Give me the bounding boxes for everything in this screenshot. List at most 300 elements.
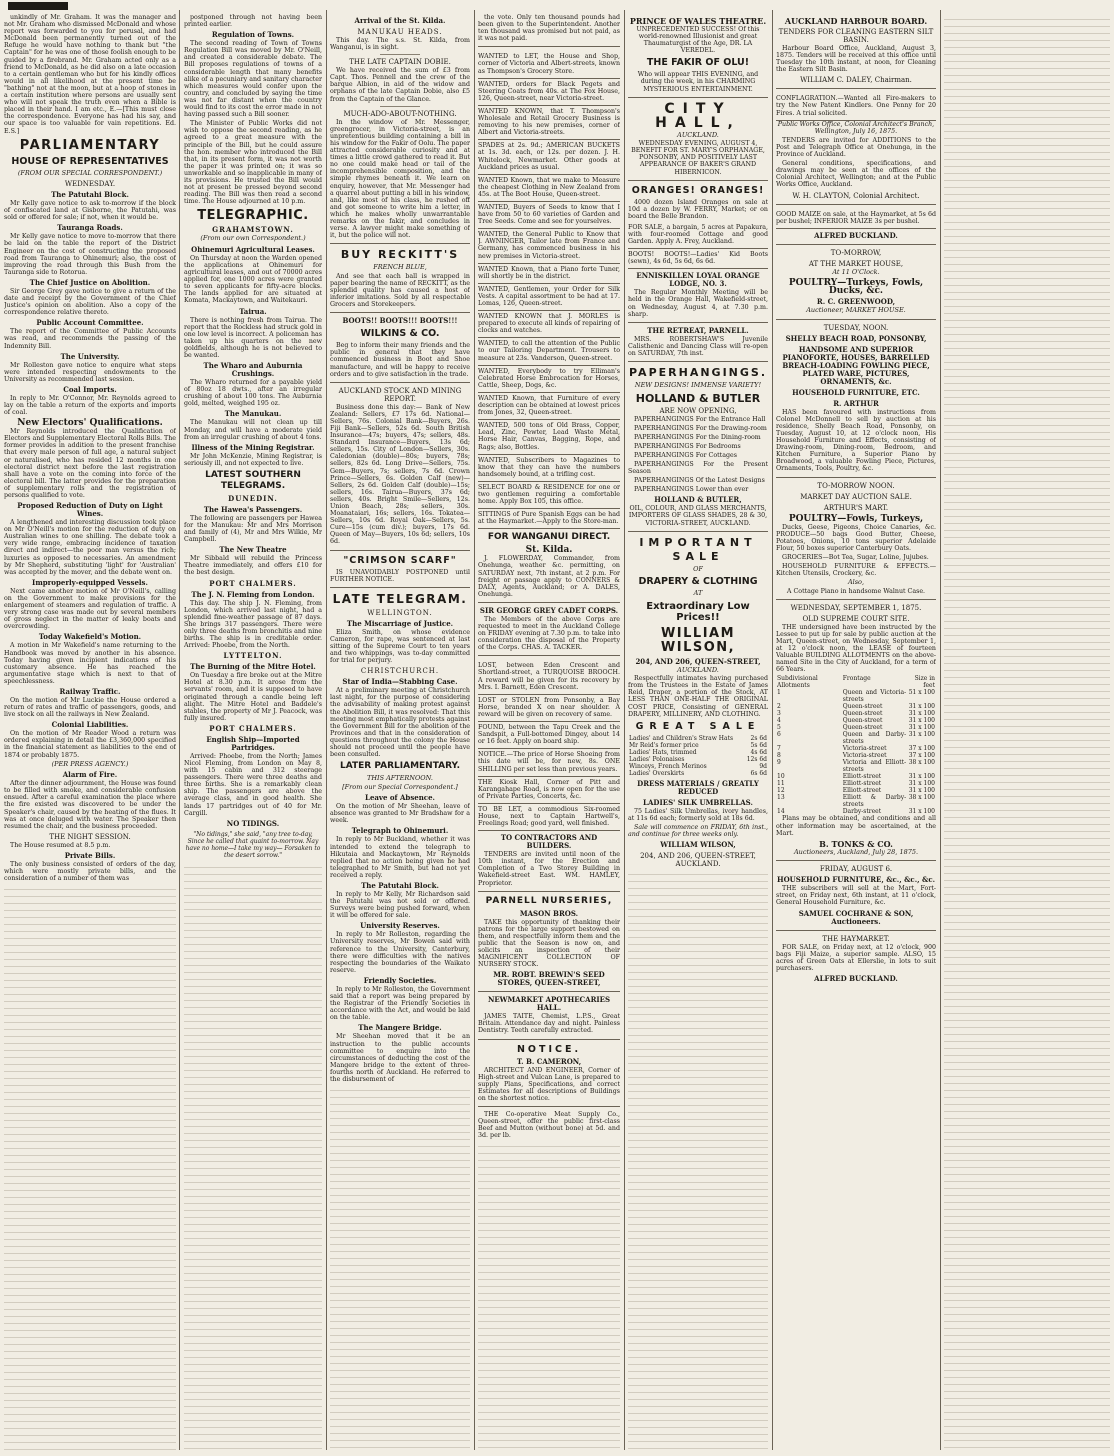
article-text: Mr Kelly gave notice to ask to-morrow if the block of confiscated land at Gisborne, the Patutahi, was sold or offered for sale; if not, when it would be. (4, 200, 176, 222)
article-text: In reply to Mr. O'Connor, Mr. Reynolds agreed to lay on the table a return of the exports and imports of coal. (4, 394, 176, 417)
ad-signature: R. ARTHUR (833, 398, 879, 408)
article-text: In reply to Mr Buckland, whether it was intended to extend the telegraph to Hikutaia and Mackaytown, Mr Reynolds replied that no action being given he had telegraphed to Mr Smith, but had not yet received a reply. (330, 836, 470, 879)
article-heading: The Burning of the Mitre Hotel. (190, 662, 316, 672)
column-1 (4, 14, 176, 1450)
header-cell: Size in feet (914, 675, 935, 690)
paper-list (628, 416, 768, 494)
table-row (776, 759, 936, 773)
ad-heading: TUESDAY, NOON. (823, 323, 889, 332)
article-text: In reply to Mr Kelly, Mr Richardson said the Patutahi was not sold or offered. Surveys were being pushed forward, when it will be offered for sale. (330, 891, 470, 920)
classified-ad (478, 264, 620, 284)
article-text: postponed through not having been printed earlier. (184, 14, 322, 29)
ad-text: Respectfully intimates having purchased from the Trustees in the Estate of James Reid, Draper, a portion of the Stock, AT LESS THAN ONE-HALF THE ORIGINAL COST PRICE, Consisting of GENERAL DRAPERY, MILLINERY, AND CLOTHING. (628, 675, 768, 718)
ad-heading: CITY HALL, (655, 100, 741, 131)
article-heading: Telegraph to Ohinemuri. (351, 826, 449, 836)
price-table (628, 735, 768, 777)
ad-heading: TO-MORROW NOON. (817, 481, 895, 490)
ad-text: NOTICE.—The price of Horse Shoeing from this date will be, for new, 8s. ONE SHILLING per set less than previous years. (478, 751, 620, 773)
ad-heading: WEDNESDAY, SEPTEMBER 1, 1875. (790, 603, 922, 612)
article-heading: The Mangere Bridge. (358, 1023, 442, 1033)
ad-heading: HOLLAND & BUTLER, (654, 495, 742, 505)
classified-ad (628, 222, 768, 249)
ad-signature: SAMUEL COCHRANE & SON, Auctioneers. (798, 908, 914, 926)
column-7-edge (944, 14, 1110, 1450)
table-cell: 2 (777, 703, 781, 711)
table-row (628, 756, 768, 763)
table-cell: 9 (777, 759, 781, 767)
classified-ad (478, 79, 620, 106)
ad-text: WANTED, Gentlemen, your Order for Silk Vests. A capital assortment to be had at 17. Lomas, 126, Queen-street. (478, 285, 620, 307)
ad-text: A Cottage Piano in handsome Walnut Case. (786, 587, 926, 595)
house-heading: HOUSE OF REPRESENTATIVES (11, 155, 169, 167)
classified-ad (478, 311, 620, 338)
correspondent-line: [From our Special Correspondent.] (342, 782, 458, 791)
ad-subheading: SHELLY BEACH ROAD, PONSONBY, (785, 333, 927, 343)
article-text: Arrived: Phoebe, from the North; James Nicol Fleming, from London on May 8, with 15 cabin and 312 steerage passengers. There were three deaths and three births. She is a remarkably clean ship. The passengers are above the average class, and in good health. She lands 17 partridges out of 40 for Mr. Cargill. (184, 752, 322, 817)
article-heading: The Patutahi Block. (361, 881, 439, 890)
table-cell: 4 (777, 717, 781, 725)
divider (478, 602, 620, 603)
table-cell: 9d (759, 762, 767, 770)
article-text: On the motion of Mr Sheehan, leave of absence was granted to Mr Bradshaw for a week. (330, 803, 470, 825)
ad-text: MRS. ROBERTSHAW'S Juvenile Calisthenic and Dancing Class will re-open on SATURDAY, 7th inst. (628, 335, 768, 357)
ad-text: TAKE this opportunity of thanking their patrons for the large support bestowed on them, and respectfully inform them and the public that the Season is now on, and solicits an inspection of their MAGNIFICENT COLLECTION OF NURSERY STOCK. (478, 918, 620, 969)
ad-heading: NEWMARKET APOTHECARIES HALL. (487, 995, 611, 1013)
list-item: PAPERHANGINGS For Bedrooms (634, 442, 741, 450)
classified-ad (478, 777, 620, 804)
classified-ad (478, 420, 620, 454)
table-cell: 11 (777, 780, 785, 788)
header-cell: Subdivisional Allotments (777, 675, 818, 690)
article-heading: Leave of Absence. (365, 793, 435, 803)
ad-heading: FRIDAY, AUGUST 6. (819, 865, 893, 874)
table-cell: 14 (777, 808, 785, 816)
letter-text: unkindly of Mr. Graham. It was the manager and not Mr. Graham who dismissed McDonald and whose report was forwarded to you for perusal, and had McDonald been permanently turned out of the Refuge he would have nothing to thank but "the Captain" for he was one of those foolish enough to be guided by a firebrand. Mr. Graham acted only as a friend to McDonald, as he did also on a late occasion to a certain gentleman who but for his kindly offices would in all likelihood at the present time be "bathing" not at the moon, but at a hoop of stones in a certain institution where persons are usually sent who will not speak the truth even when a Bible is placed in their hand. I am etc., E.—[This must close the correspondence. Everyone has had his say, and our space is too valuable for vain repetitions. Ed. E.S.] (4, 14, 176, 135)
ad-heading: WILKINS & CO. (360, 328, 440, 340)
table-cell: 5 (777, 724, 781, 732)
table-cell: Elliott-street (842, 787, 882, 795)
classified-ad (478, 393, 620, 420)
article-text: Mr John McKenzie, Mining Registrar, is seriously ill, and not expected to live. (184, 452, 322, 467)
place-heading: PORT CHALMERS. (209, 578, 297, 588)
table-cell: Elliott-street (842, 780, 882, 788)
article-text: There is nothing fresh from Tairua. The report that the Rockless had struck gold in one low level is incorrect. A policeman has taken up his quarters on the new goldfields, although he is not believed to be wanted. (184, 316, 322, 359)
ad-heading: AUCKLAND HARBOUR BOARD. (784, 16, 928, 26)
divider (776, 244, 936, 245)
place-heading: CHRISTCHURCH. (360, 667, 440, 676)
ad-text: Beg to inform their many friends and the public in general that they have commenced business in Boot and Shoe manufacture, and will be happy to receive orders and to give satisfaction in the trade. (330, 342, 470, 378)
article-heading: Improperly-equipped Vessels. (32, 577, 148, 587)
classified-ad (478, 175, 620, 202)
article-text: Sir George Grey gave notice to give a return of the date and receipt by the Government of the Chief Justice's opinion on abolition. Also a copy of the correspondence relative thereto. (4, 287, 176, 317)
ad-text: SITTINGS of Pure Spanish Eggs can be had at the Haymarket.—Apply to the Store-man. (478, 511, 620, 526)
classified-ad (478, 284, 620, 311)
correspondent-line: (From our own Correspondent.) (200, 234, 306, 243)
ad-text: UNPRECEDENTED SUCCESS! Of this world-renowned Illusionist and great Thaumaturgist of the Age, DR. LA VEREDEL. (636, 26, 760, 55)
continued-text (184, 862, 322, 1450)
table-cell: Winceys, French Merinos (629, 762, 707, 770)
ad-signature: B. TONKS & CO. (819, 838, 893, 849)
classified-ad (478, 660, 620, 694)
article-heading: Proposed Reduction of Duty on Light Wines. (17, 501, 163, 519)
ad-subheading: AUCKLAND. (677, 665, 719, 674)
ad-heading: GREAT SALE (635, 720, 761, 732)
article-heading: Regulation of Towns. (211, 30, 295, 40)
list-item: PAPERHANGINGS For Cottages (634, 451, 737, 459)
article-text: On the motion of Mr Luckie the House ordered a return of rates and traffic of passengers, goods, and live stock on all the railways in New Zealand. (4, 696, 176, 719)
article-heading: AUCKLAND STOCK AND MINING REPORT. (338, 386, 462, 403)
ad-signature: R. C. GREENWOOD, (816, 297, 896, 307)
divider (628, 361, 768, 362)
ad-text: 75 Ladies' Silk Umbrellas, ivory handles, at 11s 6d each; formerly sold at 18s 6d. (628, 807, 768, 822)
ad-text: HAS been favoured with instructions from Colonel McDonnell to sell by auction at his residence, Shelly Beach Road, Ponsonby, on Tuesday, August 10, at 12 o'clock noon, His Household Furniture and Effects, consisting of Drawing-room, Dining-room, Bedroom, and Kitchen Furniture, a Superior Piano by Broadwood, a valuable Fowling Piece, Pictures, Ornaments, Tools, Poultry, &c. (776, 408, 936, 473)
ad-text: IS UNAVOIDABLY POSTPONED until FURTHER NOTICE. (330, 568, 470, 583)
article-text: Business done this day:— Bank of New Zealand: Sellers, £7 17s 6d. National—Sellers, 76s. Colonial Bank—Buyers, 26s. Fiji Bank—Sellers, 52s 6d. South British Insurance—47s; buyers, 47s; sellers, 48s. Standard Insurance—Buyers, 13s 6d; sellers, 15s. City of London—Sellers, 30s. Caledonian (double)—80s; buyers, 78s; sellers, 82s 6d. Long Drive—Sellers, 75s. Gem—Buyers, 7s; sellers, 7s 6d. Crown Prince—Sellers, 6s. Golden Calf (new)—Sellers, 2s 6d. Golden Calf (double)—15s; sellers, 16s. Tairua—Buyers, 37s 6d; sellers, 40s. Bright Smile—Sellers, 12s. Union Beach, 28s; sellers, 30s. Moanataiari, 16s; sellers, 16s. Tokatea—Sellers, 10s 6d. Royal Oak—Sellers, 5s. Cure—15s (cum div.); buyers, 17s 6d. Queen of May—Buyers, 10s 6d; sellers, 10s 6d. (330, 403, 470, 546)
article-text: Eliza Smith, on whose evidence Cameron, for rape, was sentenced at last sitting of the Supreme Court to ten years and two whippings, was to-day committed for trial for perjury. (330, 628, 470, 665)
agency-line: (PER PRESS AGENCY.) (51, 759, 129, 768)
place-heading: DUNEDIN. (228, 493, 278, 503)
table-row (776, 710, 936, 717)
ad-subheading: TENDERS FOR CLEANING EASTERN SILT BASIN. (778, 28, 934, 44)
classified-ad (478, 140, 620, 174)
ship-name: St. Kilda. (525, 545, 573, 556)
ad-text: WANTED, to call the attention of the Public to our Tailoring Department. Trousers to measure at 23s. Vanderson, Queen-street. (478, 340, 620, 362)
ad-subheading: Auctioneer, MARKET HOUSE. (806, 306, 906, 315)
article-heading: Railway Traffic. (59, 686, 121, 696)
ad-text: LOST, between Eden Crescent and Shortland-street, a TURQUOISE BROOCH. A reward will be given for its recovery by Mrs. I. Barnett, Eden Crescent. (478, 662, 620, 691)
table-cell: 5s 6d (750, 741, 767, 749)
divider (628, 322, 768, 323)
list-item: PAPERHANGINGS For the Present Season (628, 461, 768, 476)
ad-text: The Regular Monthly Meeting will be held in the Orange Hall, Wakefield-street, on Wednesday, August 4, at 7.30 p.m. sharp. (628, 289, 768, 318)
table-row (776, 745, 936, 752)
table-cell: Victoria-street (842, 752, 887, 760)
ad-signature: WILLIAM C. DALEY, Chairman. (800, 76, 912, 85)
divider (478, 655, 620, 656)
classified-ad (478, 509, 620, 529)
column-5 (628, 14, 768, 1450)
table-cell: 31 x 100 (908, 787, 935, 795)
article-text: Next came another motion of Mr O'Neill's, calling on the Government to make provisions for the enlargement of steamers and regulation of traffic. A very strong case was made out by several members of gross neglect in the matter of leaky boats and overcrowding. (4, 587, 176, 631)
ad-text: THE subscribers will sell at the Mart, Fort-street, on Friday next, 6th instant, at 11 o'clock, General Household Furniture, &c. (776, 885, 936, 907)
ad-heading: NOTICE. (516, 1043, 582, 1055)
table-cell: 6 (777, 731, 781, 739)
ad-text: THE undersigned have been instructed by the Lessee to put up for sale by public auction at the Mart, Queen-street, on Wednesday, September 1, at 12 o'clock noon, the LEASE of fourteen Valuable BUILDING ALLOTMENTS on the above-named Site in the City of Auckland, for a term of 66 Years. (776, 623, 936, 674)
ad-heading: MR. ROBT. BREWIN'S SEED STORES, QUEEN-STREET, (493, 970, 605, 988)
table-cell: 8 (777, 752, 781, 760)
ad-subheading: OLD SUPREME COURT SITE. (802, 614, 910, 623)
ad-text: SPADES at 2s. 9d.; AMERICAN BUCKETS at 1s. 3d. each, or 12s. per dozen. J. H. Whitelock, Newmarket. Other goods at Auckland prices as usual. (478, 142, 620, 171)
article-heading: Coal Imports. (63, 384, 117, 394)
article-heading: MUCH-ADO-ABOUT-NOTHING. (343, 109, 457, 118)
table-cell: 31 x 100 (908, 731, 935, 739)
article-heading: The Hawea's Passengers. (203, 504, 303, 514)
table-row (776, 703, 936, 710)
ad-subheading: ARTHUR'S MART. (823, 503, 889, 512)
classified-ad (478, 51, 620, 78)
ad-subheading: MASON BROS. (519, 908, 579, 918)
table-cell: 31 x 100 (908, 780, 935, 788)
article-heading: Friendly Societies. (363, 975, 437, 985)
classified-ad (776, 93, 936, 120)
ad-heading: TO CONTRACTORS AND BUILDERS. (500, 833, 598, 851)
ad-signature: ALFRED BUCKLAND. (814, 230, 898, 240)
ad-heading: WILLIAM WILSON, (660, 840, 736, 850)
article-heading: Alarm of Fire. (62, 770, 118, 780)
table-cell: 51 x 100 (908, 689, 935, 697)
ad-text: J. FLOWERDAY, Commander, from Onehunga, weather &c. permitting, on SATURDAY next, 7th instant, at 2 p.m. For freight or passage apply to CONNERS & DALY, Agents, Auckland; or A. DALES, Onehunga. (478, 555, 620, 598)
table-cell: 31 x 100 (908, 773, 935, 781)
continued-text (4, 884, 176, 1450)
ad-text: WANTED, orders for Black Pegets and Steering Coats from 40s. at The Fox House, 126, Queen-street, near Victoria-street. (478, 80, 620, 102)
ad-heading: DRAPERY & CLOTHING (638, 576, 758, 588)
table-cell: Queen and Darby-streets (842, 731, 907, 746)
classified-ad (478, 338, 620, 365)
ad-text: CONFLAGRATION.—Wanted all Fire-makers to try the New Patent Kindlers. One Penny for 20 Fires. A trial solicited. (776, 95, 936, 117)
divider (628, 531, 768, 532)
divider (776, 88, 936, 89)
article-text: We have received the sum of £3 from Capt. Thos. Pennell and the crew of the barque Albion, in aid of the widow and orphans of the late Captain Dobie, also £5 from the Captain of the Glance. (330, 67, 470, 103)
article-text: The Minister of Public Works did not wish to oppose the second reading, as he agreed to a great measure with the principle of the Bill, but he could assure the hon. member who introduced the Bill that, in its present form, it was not worth the paper it was printed on; it was so unworkable and so inapplicable in many of its provisions. He trusted the Bill would not at present be pressed beyond second reading. The Bill was then read a second time. The House adjourned at 10 p.m. (184, 120, 322, 206)
late-telegram-heading: LATE TELEGRAM. (332, 591, 468, 606)
ad-text: General conditions, specifications, and drawings may be seen at the offices of the Colonial Architect, Wellington; and at the Public Works Office, Auckland. (776, 160, 936, 189)
ad-text: WANTED Known, that we make to Measure the cheapest Clothing in New Zealand from 45s. at The Boot House, Queen-street. (478, 176, 620, 198)
ad-subheading: NEW DESIGNS! IMMENSE VARIETY! (634, 381, 762, 390)
poem-text: "No tidings," she said, "any tree to-day, Since he called that quaint to-morrow. Nay have no home—I take my way— Forsaken to the desert sorrow." (185, 830, 321, 859)
classified-ad (478, 202, 620, 229)
divider (478, 1106, 620, 1107)
ad-text: WANTED, Everybody to try Elliman's Celebrated Horse Embrocation for Horses, Cattle, Sheep, Dogs, &c. (478, 367, 620, 389)
table-row (628, 742, 768, 749)
header-cell: Frontage (842, 675, 871, 683)
ad-signature: W. H. CLAYTON, Colonial Architect. (792, 191, 920, 200)
divider (330, 550, 470, 551)
ad-heading: BOOTS!! BOOTS!!! BOOTS!!! (342, 316, 458, 326)
article-text: The Wharo returned for a payable yield of 80oz 18 dwts., after an irregular crushing of about 100 tons. The Auburnia gold, melted, weighed 195 oz. (184, 379, 322, 408)
table-row (628, 749, 768, 756)
article-heading: New Electors' Qualifications. (17, 418, 163, 429)
article-heading: THE LATE CAPTAIN DOBIE. (349, 58, 451, 67)
ad-heading: THE HAYMARKET. (822, 934, 890, 943)
table-row (776, 808, 936, 815)
ad-signature: ALFRED BUCKLAND. (814, 973, 898, 983)
ad-text: TENDERS are invited for ADDITIONS to the Post and Telegraph Office at Onehunga, in the Province of Auckland. (776, 136, 936, 159)
column-3 (330, 14, 470, 1450)
classified-ad (776, 209, 936, 229)
ad-text: HOUSEHOLD FURNITURE & EFFECTS.—Kitchen Utensils, Crockery, &c. (776, 563, 936, 578)
divider (478, 891, 620, 892)
divider (776, 204, 936, 205)
article-heading: THE NIGHT SESSION. (49, 832, 131, 841)
continued-text (330, 1085, 470, 1450)
column-2 (184, 14, 322, 1450)
table-row (776, 794, 936, 808)
article-heading: Private Bills. (64, 850, 116, 860)
ad-heading: HOLLAND & BUTLER (635, 391, 761, 405)
ad-text: WANTED, Subscribers to Magazines to know that they can have the numbers handsomely bound, at a trifling cost. (478, 456, 620, 478)
telegraphic-heading: TELEGRAPHIC. (197, 208, 309, 224)
ad-subheading: Auctioneers, Auckland, July 28, 1875. (793, 847, 919, 856)
column-rule (624, 10, 625, 1450)
article-text: After the dinner adjournment, the House was found to be filled with smoke, and considerable confusion ensued. After a careful examination the place where the fire existed was discovered to be under the Speaker's chair, caused by the heating of the flues. It was at once deluged with water. The Speaker then resumed the chair, and the business proceeded. (4, 780, 176, 830)
ad-heading: PRINCE OF WALES THEATRE. (629, 16, 767, 26)
ad-text: 4000 dozen Island Oranges on sale at 10d a dozen by W. FERRY, Market; or on board the Belle Brandon. (628, 198, 768, 220)
ad-heading: POULTRY—Fowls, Turkeys, (788, 513, 924, 524)
table-row (776, 752, 936, 759)
ad-heading: POULTRY—Turkeys, Fowls, Ducks, &c. (788, 278, 924, 297)
ad-text: WANTED, 500 tons of Old Brass, Copper, Lead, Zinc, Pewter, Lead Waste Metal, Horse Hair, Canvas, Bagging, Rope, and Rags; also, Bottles. (478, 422, 620, 451)
table-cell: Mr Reid's former price (629, 741, 699, 749)
table-cell: 1 (777, 689, 781, 697)
divider (776, 599, 936, 600)
ad-heading: HANDSOME AND SUPERIOR PIANOFORTE, HOUSES, BARRELLED BREACH-LOADING FOWLING PIECE, PLATED WARE, PICTURES, ORNAMENTS, &c. (782, 344, 930, 386)
article-text: On the motion of Mr Reader Wood a return was ordered explaining in detail the £3,360,000 specified in the financial statement as liabilities to the end of 1874 or probably 1875. (4, 730, 176, 759)
place-heading: LYTTELTON. (223, 651, 283, 661)
table-cell: 31 x 100 (908, 808, 935, 816)
ad-text: WANTED Known, that Furniture of every description can be obtained at lowest prices from Jones, 32, Queen-street. (478, 394, 620, 417)
article-heading: The Chief Justice on Abolition. (29, 277, 151, 287)
divider (330, 587, 470, 588)
table-cell: 4s 6d (750, 748, 767, 756)
poem-title: NO TIDINGS. (226, 818, 280, 828)
ad-heading: IMPORTANT SALE (639, 535, 757, 563)
later-heading: LATER PARLIAMENTARY. (340, 761, 460, 772)
table-row (776, 731, 936, 745)
ad-heading: HOUSEHOLD FURNITURE, &c., &c., &c. (776, 875, 936, 885)
article-heading: Illness of the Mining Registrar. (191, 442, 315, 452)
list-item: PAPERHANGINGS For the Drawing-room (634, 424, 767, 432)
table-cell: Queen and Victoria-streets (842, 689, 907, 704)
ad-heading: WILLIAM WILSON, (660, 625, 736, 655)
article-text: This day. The s.s. St. Kilda, from Wanganui, is in sight. (330, 37, 470, 52)
classified-ad (478, 229, 620, 263)
ad-subheading: OF (693, 564, 703, 573)
ad-text: WANTED, Buyers of Seeds to know that I have from 50 to 60 varieties of Garden and Tree Seeds. Come and see for yourselves. (478, 203, 620, 226)
article-list (4, 191, 176, 882)
classified-ad (478, 482, 620, 509)
ad-heading: PAPERHANGINGS. (629, 366, 767, 380)
list-item: PAPERHANGINGS For the Entrance Hall (634, 415, 766, 423)
ad-text: Plans may be obtained, and conditions and all other information may be ascertained, at the Mart. (776, 815, 936, 837)
ad-subheading: T. B. CAMERON, (516, 1056, 582, 1066)
article-text: the vote. Only ten thousand pounds had been given to the Superintendent. Another ten thousand was promised but not paid, as it was not paid. (478, 14, 620, 43)
ad-heading: ORANGES! ORANGES! (631, 184, 765, 196)
ad-subheading: AUCKLAND. (677, 130, 719, 139)
classified-ad (478, 106, 620, 140)
article-heading: Tauranga Roads. (57, 223, 123, 233)
ad-subheading: At 11 O'Clock. (832, 267, 880, 276)
article-heading: The New Theatre (219, 545, 287, 555)
column-rule (474, 10, 475, 1450)
allotments-table (776, 675, 936, 815)
ad-text: WANTED Known, that a Piano forte Tuner, will shortly be in the district. (478, 265, 620, 280)
divider (478, 1039, 620, 1040)
ad-heading: FOR WANGANUI DIRECT. (487, 532, 611, 543)
place-heading: MANUKAU HEADS. (357, 28, 443, 36)
divider (776, 860, 936, 861)
table-cell: Darby-street (842, 808, 882, 816)
table-cell: 31 x 100 (908, 724, 935, 732)
table-row (628, 770, 768, 777)
table-row (628, 735, 768, 742)
ad-heading: DRESS MATERIALS / GREATLY REDUCED (637, 778, 759, 796)
article-heading: Today Wakefield's Motion. (38, 632, 142, 642)
table-cell: 38 x 100 (908, 794, 935, 802)
table-cell: Queen-street (842, 703, 883, 711)
place-heading: PORT CHALMERS. (209, 723, 297, 733)
ad-text: Ducks, Geese, Pigeons, Choice Canaries, &c. PRODUCE—50 bags Good Butter, Cheese, Potatoes, Onions, 10 tons superior Adelaide Flour, 50 boxes superior Canterbury Oats. (776, 523, 936, 552)
divider (776, 477, 936, 478)
article-text: A motion in Mr Wakefield's name returning to the Handbook was moved by another in his absence. Today having given incipient indications of his customary absence. He has reached the argumentative stage which is next to that of speechlessness. (4, 642, 176, 685)
table-header (776, 675, 936, 689)
divider (380, 54, 420, 55)
article-text: The only business consisted of orders of the day, which were mostly private bills, and the consideration of a number of them was (4, 860, 176, 883)
table-cell: 2s 6d (750, 734, 767, 742)
article-text: The second reading of Town of Towns Regulation Bill was moved by Mr. O'Neill, and created a considerable debate. The Bill proposes regulations of towns of a considerable length that many benefits alike of a pecuniary and sanitary character which measures would confer upon the country, and concluded by saying the time was not far distant when the country would find to its cost the error made in not having passed such a Bill sooner. (184, 40, 322, 119)
classified-ad (478, 695, 620, 722)
column-6 (776, 14, 936, 1450)
ad-text: The Members of the above Corps are requested to meet in the Auckland College on FRIDAY evening at 7.30 p.m. to take into consideration the disposal of the Property of the Corps. CHAS. A. TACKER. (478, 615, 620, 652)
ad-text: GOOD MAIZE on sale, at the Haymarket, at 5s 6d per bushel; INFERIOR MAIZE 3s per bushel. (776, 210, 936, 225)
table-cell: Ladies' Hats, trimmed (629, 748, 697, 756)
ad-subheading: Also, (847, 578, 865, 587)
ad-text: ARCHITECT AND ENGINEER, Corner of High-street and Vulcan Lane, is prepared to supply Plans, Specifications, and correct Estimates for all descriptions of Buildings on the shortest notice. (478, 1066, 620, 1102)
divider (330, 312, 470, 313)
article-heading: The University. (60, 351, 120, 361)
day-line: WEDNESDAY. (64, 180, 116, 189)
sub-heading: THIS AFTERNOON. (367, 774, 433, 783)
article-heading: Arrival of the St. Kilda. (354, 16, 446, 25)
ad-text: LOST or STOLEN from Ponsonby, a Bay Horse, branded X on near shoulder. A reward will be given on recovery of same. (478, 696, 620, 718)
ad-heading: THE RETREAT, PARNELL. (647, 325, 749, 335)
ad-text: Who will appear THIS EVENING, and during the week, in his CHARMING MYSTERIOUS ENTERTAINMENT. (637, 71, 759, 93)
table-row (776, 787, 936, 794)
ad-text: TENDERS are invited until noon of the 10th instant, for the Erection and Completion of a Two Storey Building in Wakefield-street East. WM. HAMLEY, Proprietor. (478, 851, 620, 887)
classified-ad (478, 722, 620, 749)
article-text: Mr Reynolds introduced the Qualification of Electors and Supplementary Electoral Rolls Bills. The former provides in addition to the present franchise that every male person of full age, a natural subject or naturalised, who has resided 12 months in one electoral district next before the last registration shall have a vote on the coming into force of the electoral bill. The latter provides for the preparation of supplementary rolls and the registration of persons qualified to vote. (4, 428, 176, 499)
table-cell: 31 x 100 (908, 703, 935, 711)
table-cell: Queen-street (842, 724, 883, 732)
ad-text: WANTED KNOWN that J. MORLES is prepared to execute all kinds of repairing of clocks and watches. (478, 313, 620, 335)
ad-text: Sale will commence on FRIDAY, 6th inst., and continue for three weeks only. (628, 823, 768, 838)
table-cell: Victoria and Elliott-streets (842, 759, 907, 774)
ad-subheading: MARKET DAY AUCTION SALE. (800, 492, 912, 501)
article-heading: The Miscarriage of Justice. (346, 618, 454, 628)
article-text: In reply to Mr Rolleston, the Government said that a report was being prepared by the Registrar of the Friendly Societies in accordance with the Act, and would be laid on the table. (330, 985, 470, 1022)
table-cell: 12 (777, 787, 785, 795)
column-rule (940, 10, 941, 1450)
divider (628, 97, 768, 98)
ad-heading: ENNISKILLEN LOYAL ORANGE LODGE, NO. 3. (636, 271, 760, 289)
article-text: Mr Kelly gave notice to move to-morrow that there be laid on the table the report of the District Engineer on the cost of constructing the proposed road from Tauranga to Ohinemuri; also, the cost of improving the road through this Bush from the Tauranga side to Rotorua. (4, 233, 176, 276)
article-text: The report of the Committee of Public Accounts was read, and recommends the passing of the Indemnity Bill. (4, 328, 176, 350)
table-cell: 12s 6d (746, 755, 767, 763)
column-rule (772, 10, 773, 1450)
ad-text: FOR SALE, a bargain, 5 acres at Papakura, with four-roomed Cottage and good Garden. Apply A. Frey, Auckland. (628, 223, 768, 246)
article-heading: Star of India—Stabbing Case. (342, 677, 458, 687)
ad-text: WEDNESDAY EVENING, AUGUST 4, BENEFIT FOR ST. MARY'S ORPHANAGE, PONSONBY, AND POSITIVELY LAST APPEARANCE OF BAKER'S GRAND HIBERNICON. (631, 140, 765, 176)
ad-text: And see that each ball is wrapped in paper bearing the name of RECKITT, as the splendid quality has caused a host of inferior imitations. Sold by all respectable Grocers and Storekeepers. (330, 272, 470, 309)
ad-text: GROCERIES—Bot Tea, Sugar, Loline, Jujubes. (782, 553, 929, 561)
table-cell: Ladies' Overskirts (629, 769, 685, 777)
article-heading: Ohinemuri Agricultural Leases. (191, 244, 315, 254)
list-item: PAPERHANGINGS Of the Latest Designs (634, 477, 765, 485)
ad-text: OIL, COLOUR, AND GLASS MERCHANTS, IMPORTERS OF GLASS SHADES, 28 & 30, VICTORIA-STREET, AUCKLAND. (628, 505, 768, 527)
ad-heading: HOUSEHOLD FURNITURE, ETC. (792, 387, 920, 397)
ad-heading: PARNELL NURSERIES, (485, 895, 613, 906)
classified-ad (478, 749, 620, 776)
table-row (776, 724, 936, 731)
